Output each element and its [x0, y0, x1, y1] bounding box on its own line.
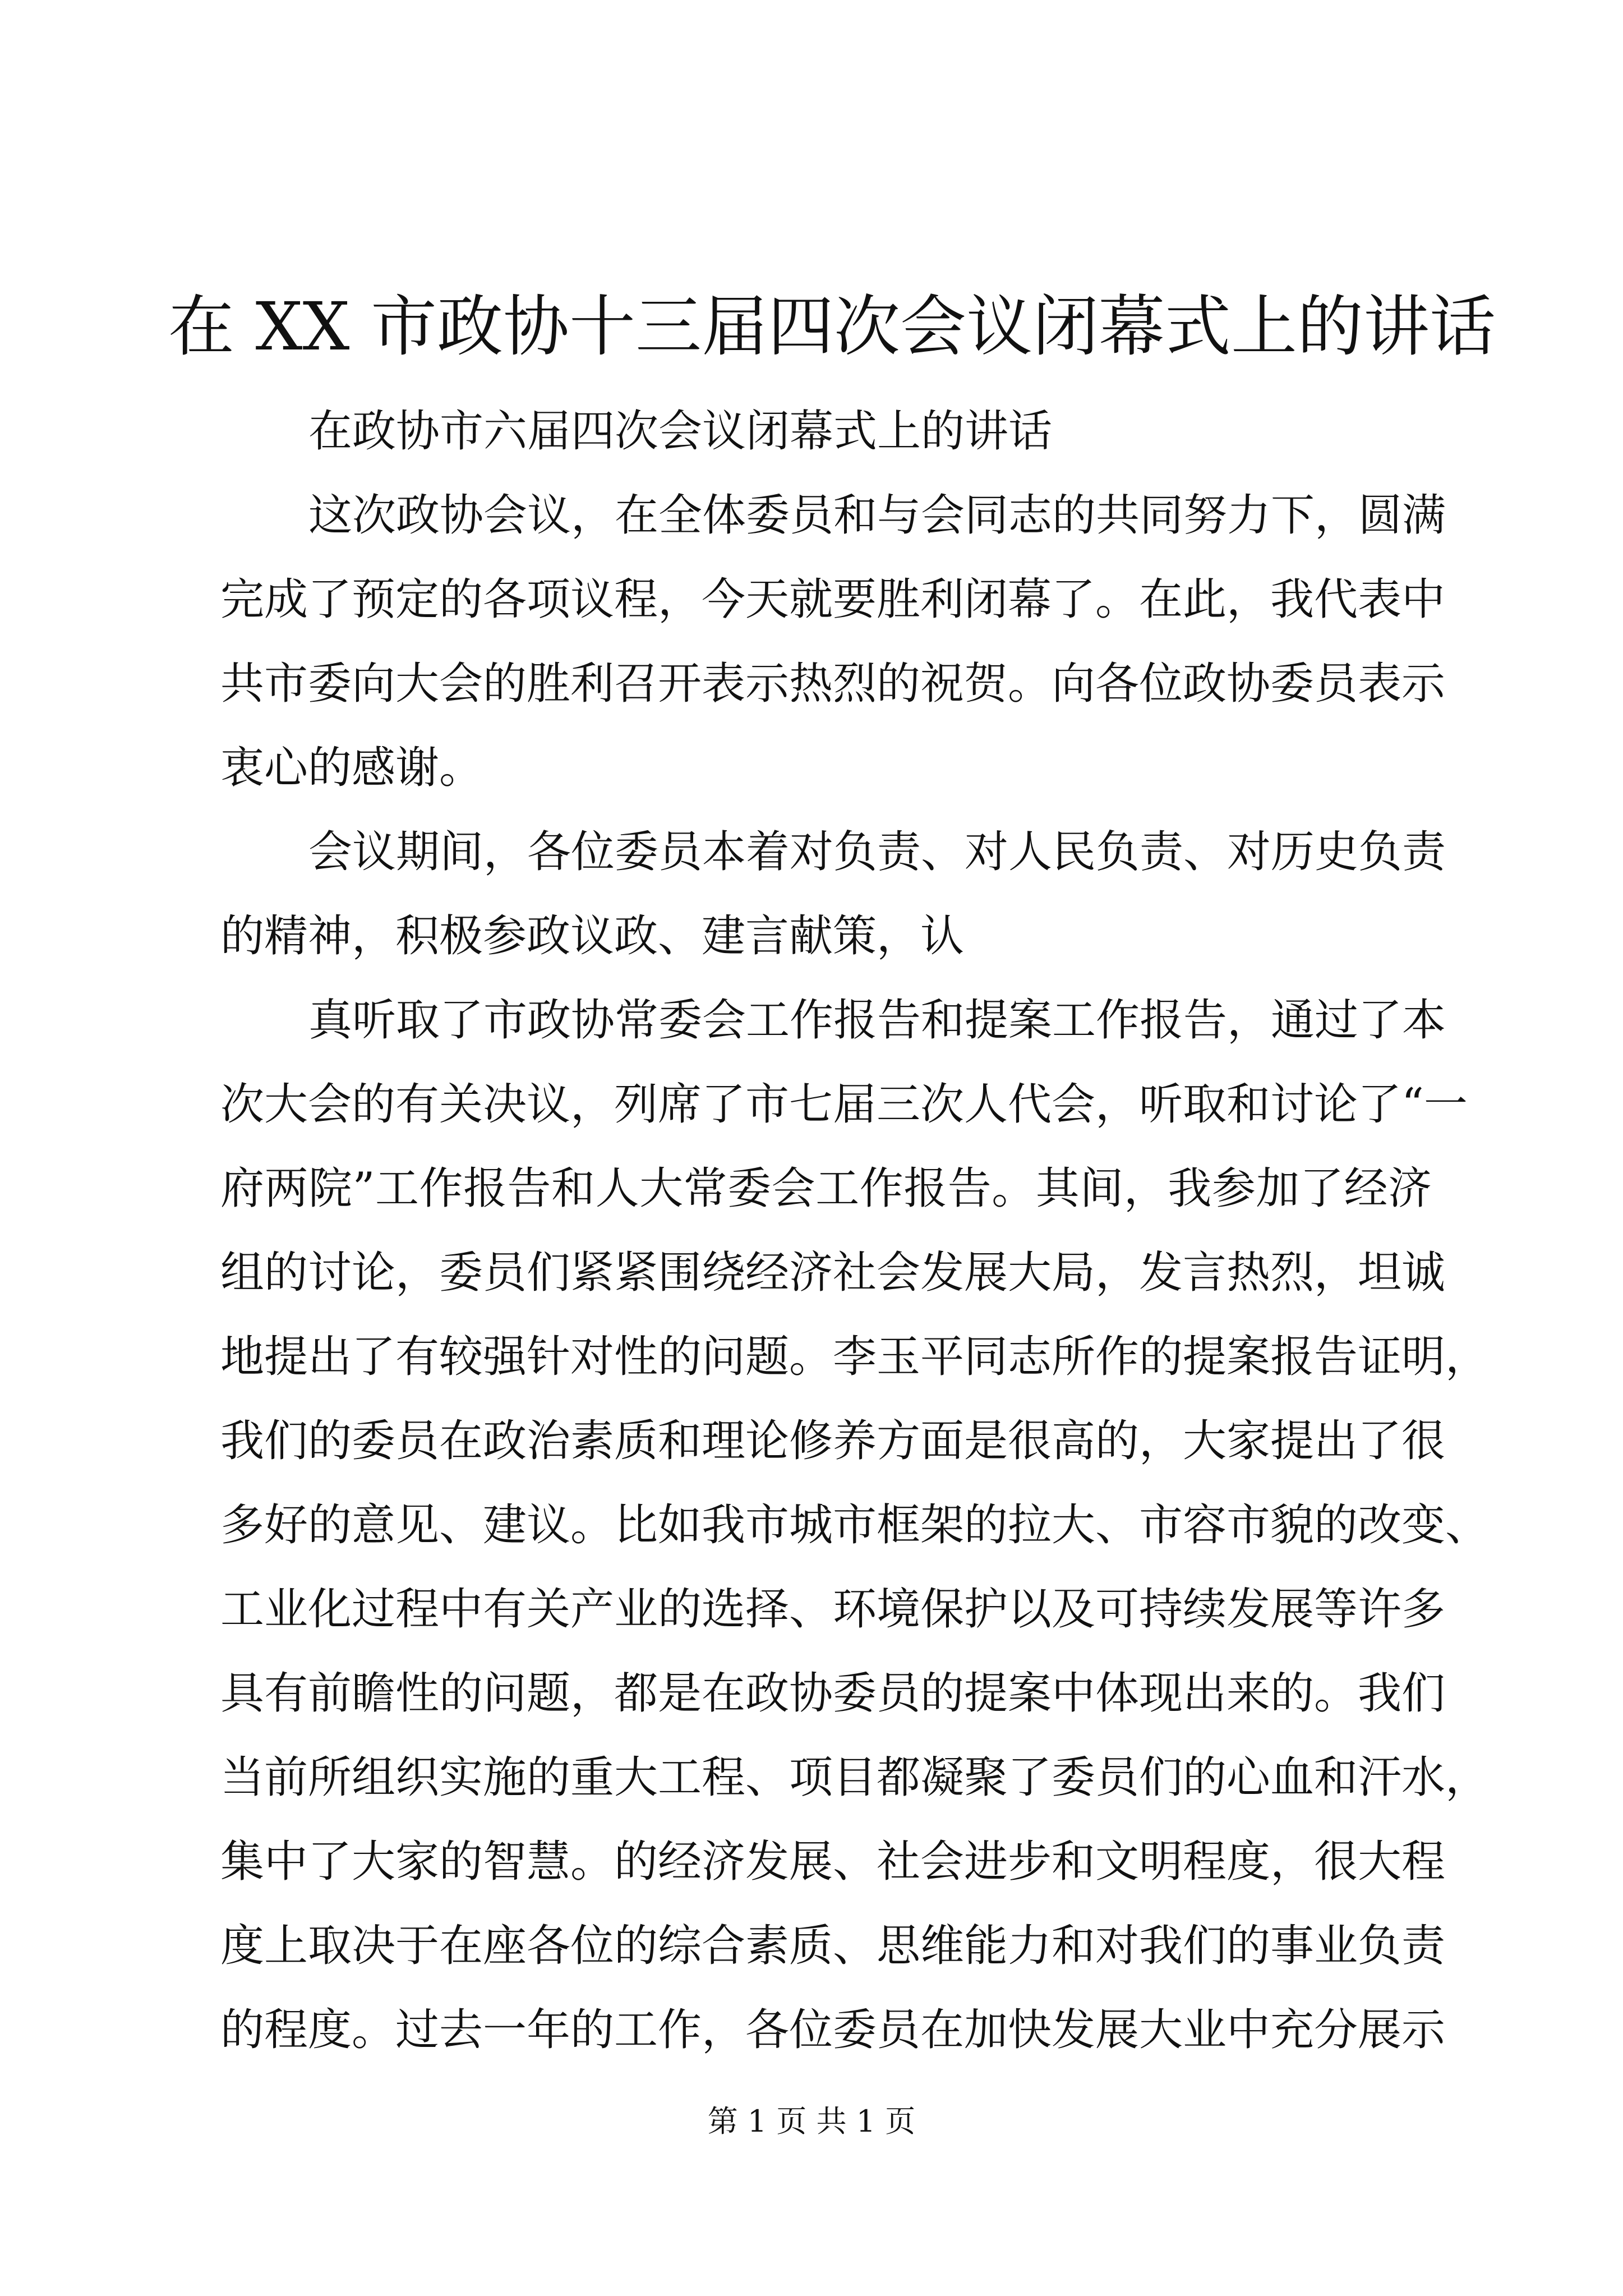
body-line: 完成了预定的各项议程，今天就要胜利闭幕了。在此，我代表中 [220, 574, 1446, 625]
body-line: 真听取了市政协常委会工作报告和提案工作报告，通过了本 [308, 995, 1446, 1046]
body-line: 共市委向大会的胜利召开表示热烈的祝贺。向各位政协委员表示 [220, 659, 1446, 709]
document-body [220, 389, 1490, 2072]
body-line: 度上取决于在座各位的综合素质、思维能力和对我们的事业负责 [220, 1921, 1446, 1971]
body-line: 地提出了有较强针对性的问题。李玉平同志所作的提案报告证明， [220, 1332, 1490, 1382]
body-line: 次大会的有关决议，列席了市七届三次人代会，听取和讨论了“一 [220, 1079, 1468, 1130]
body-line: 我们的委员在政治素质和理论修养方面是很高的，大家提出了很 [220, 1416, 1446, 1466]
body-line: 组的讨论，委员们紧紧围绕经济社会发展大局，发言热烈，坦诚 [220, 1248, 1446, 1298]
body-line: 集中了大家的智慧。的经济发展、社会进步和文明程度，很大程 [220, 1837, 1446, 1887]
body-line: 府两院”工作报告和人大常委会工作报告。其间，我参加了经济 [220, 1163, 1432, 1214]
body-line: 多好的意见、建议。比如我市城市框架的拉大、市容市貌的改变、 [220, 1500, 1490, 1550]
body-line: 工业化过程中有关产业的选择、环境保护以及可持续发展等许多 [220, 1584, 1446, 1635]
body-line: 会议期间，各位委员本着对负责、对人民负责、对历史负责 [308, 827, 1446, 877]
body-line: 具有前瞻性的问题，都是在政协委员的提案中体现出来的。我们 [220, 1668, 1446, 1719]
body-line: 当前所组织实施的重大工程、项目都凝聚了委员们的心血和汗水， [220, 1752, 1490, 1803]
body-line: 这次政协会议，在全体委员和与会同志的共同努力下，圆满 [308, 490, 1446, 541]
body-line: 衷心的感谢。 [220, 743, 483, 793]
subtitle-line: 在政协市六届四次会议闭幕式上的讲话 [308, 406, 1053, 457]
body-line: 的程度。过去一年的工作，各位委员在加快发展大业中充分展示 [220, 2005, 1446, 2055]
page-footer: 第 1 页 共 1 页 [707, 2104, 916, 2139]
body-line: 的精神，积极参政议政、建言献策，认 [220, 911, 965, 961]
document-title: 在 XX 市政协十三届四次会议闭幕式上的讲话 [168, 288, 1496, 365]
